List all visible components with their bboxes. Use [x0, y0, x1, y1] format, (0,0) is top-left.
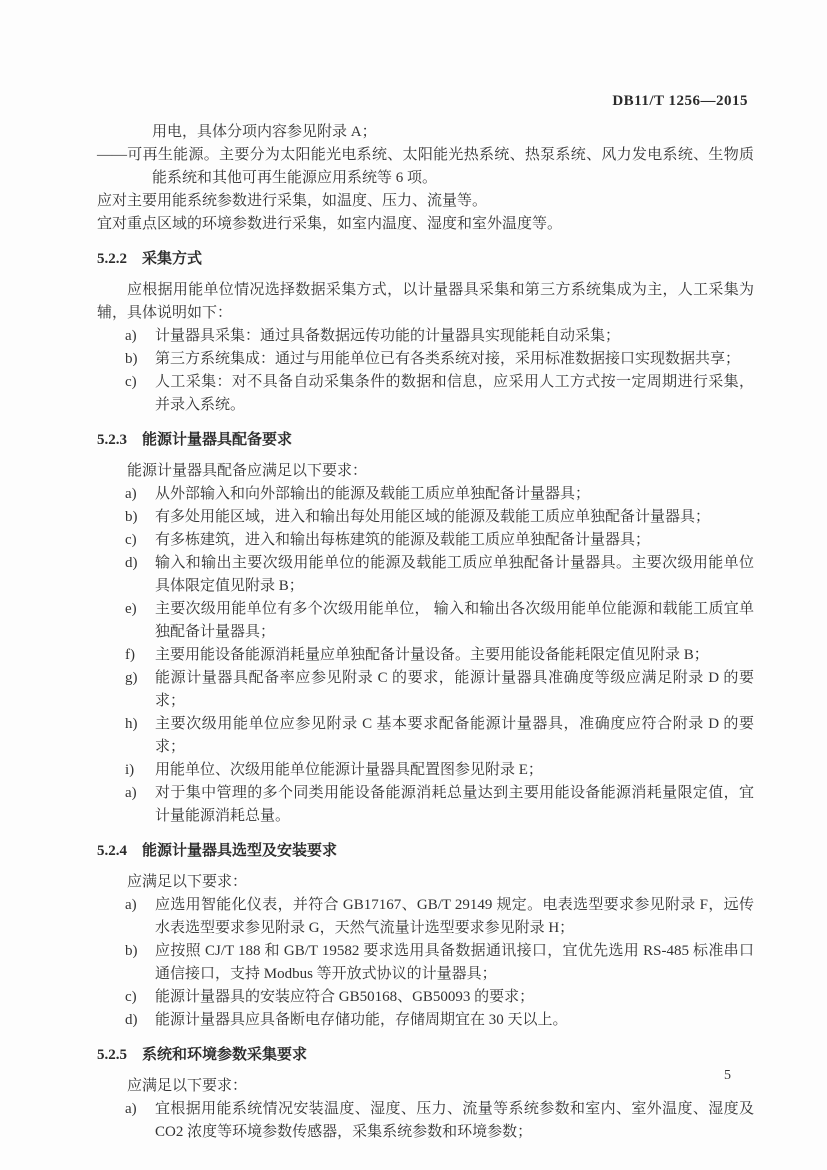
list-item-label: f)	[125, 647, 135, 663]
list-item-text: 应选用智能化仪表，并符合 GB17167、GB/T 29149 规定。电表选型要求参见附录 F，远传水表选型要求参见附录 G，天然气流量计选型要求参见附录 H；	[155, 897, 754, 936]
list-item	[97, 598, 754, 644]
list-item-text: 对于集中管理的多个同类用能设备能源消耗总量达到主要用能设备能源消耗量限定值，宜计量能源消耗总量。	[155, 785, 754, 824]
list-item-label: b)	[125, 943, 138, 959]
section-heading	[97, 1044, 754, 1067]
section-paragraph: 应满足以下要求：	[127, 874, 248, 890]
section-title: 系统和环境参数采集要求	[142, 1047, 308, 1063]
list-item	[97, 782, 754, 828]
list-item	[97, 483, 754, 506]
list-item	[97, 552, 754, 598]
section-paragraph: 应满足以下要求：	[127, 1078, 248, 1094]
list-item-text: 主要次级用能单位有多个次级用能单位， 输入和输出各次级用能单位能源和载能工质宜单独配备计量器具；	[155, 601, 754, 640]
list-item-text: 计量器具采集：通过具备数据远传功能的计量器具实现能耗自动采集；	[155, 328, 621, 344]
list-item	[97, 348, 754, 371]
list-item-label: i)	[125, 762, 135, 778]
list-item-text: 人工采集：对不具备自动采集条件的数据和信息，应采用人工方式按一定周期进行采集，并录入系统。	[155, 374, 754, 413]
list-item-label: a)	[125, 785, 137, 801]
section-heading	[97, 840, 754, 863]
list-item-label: a)	[125, 486, 137, 502]
list-item	[97, 529, 754, 552]
section-title: 能源计量器具选型及安装要求	[142, 843, 338, 859]
list-item	[97, 894, 754, 940]
document-section	[97, 429, 754, 828]
list-item-text: 能源计量器具配备率应参见附录 C 的要求，能源计量器具准确度等级应满足附录 D 的要求；	[155, 670, 754, 709]
document-standard-number: DB11/T 1256—2015	[612, 93, 748, 109]
list-item-label: h)	[125, 716, 138, 732]
section-number: 5.2.4	[97, 843, 127, 859]
section-heading	[97, 248, 754, 271]
section-title: 能源计量器具配备要求	[142, 432, 293, 448]
list-item-text: 应按照 CJ/T 188 和 GB/T 19582 要求选用具备数据通讯接口，宜优先选用 RS-485 标准串口通信接口，支持 Modbus 等开放式协议的计量器具；	[155, 943, 754, 982]
list-item-label: a)	[125, 1101, 137, 1117]
section-number: 5.2.2	[97, 251, 127, 267]
intro-line: 用电，具体分项内容参见附录 A；	[152, 124, 377, 140]
list-item-label: d)	[125, 555, 138, 571]
list-item-text: 用能单位、次级用能单位能源计量器具配置图参见附录 E；	[155, 762, 543, 778]
section-number: 5.2.3	[97, 432, 127, 448]
document-section	[97, 840, 754, 1032]
list-item	[97, 506, 754, 529]
list-item-text: 有多处用能区域，进入和输出每处用能区域的能源及载能工质应单独配备计量器具；	[155, 509, 711, 525]
list-item	[97, 1098, 754, 1144]
list-item	[97, 644, 754, 667]
document-section	[97, 1044, 754, 1144]
list-item	[97, 759, 754, 782]
list-item-label: e)	[125, 601, 137, 617]
list-item	[97, 371, 754, 417]
section-title: 采集方式	[142, 251, 203, 267]
list-item-text: 输入和输出主要次级用能单位的能源及载能工质应单独配备计量器具。主要次级用能单位具体限定值见附录 B；	[155, 555, 754, 594]
list-item	[97, 713, 754, 759]
list-item-label: a)	[125, 328, 137, 344]
list-item-text: 能源计量器具的安装应符合 GB50168、GB50093 的要求；	[155, 989, 535, 1005]
list-item-label: c)	[125, 989, 137, 1005]
list-item-text: 有多栋建筑，进入和输出每栋建筑的能源及载能工质应单独配备计量器具；	[155, 532, 651, 548]
section-number: 5.2.5	[97, 1047, 127, 1063]
document-section	[97, 248, 754, 417]
list-item-text: 宜根据用能系统情况安装温度、湿度、压力、流量等系统参数和室内、室外温度、湿度及 CO2 浓度等环境参数传感器，采集系统参数和环境参数；	[155, 1101, 754, 1140]
list-item	[97, 1009, 754, 1032]
list-item-text: 从外部输入和向外部输出的能源及载能工质应单独配备计量器具；	[155, 486, 591, 502]
section-paragraph: 应根据用能单位情况选择数据采集方式，以计量器具采集和第三方系统集成为主，人工采集为辅，具体说明如下：	[97, 282, 754, 321]
page-number: 5	[724, 1068, 731, 1083]
list-item-label: d)	[125, 1012, 138, 1028]
list-item	[97, 986, 754, 1009]
list-item-text: 第三方系统集成：通过与用能单位已有各类系统对接，采用标准数据接口实现数据共享；	[155, 351, 741, 367]
list-item	[97, 325, 754, 348]
list-item-label: b)	[125, 509, 138, 525]
intro-line: ——可再生能源。主要分为太阳能光电系统、太阳能光热系统、热泵系统、风力发电系统、生物质能系统和其他可再生能源应用系统等 6 项。	[97, 147, 754, 186]
section-heading	[97, 429, 754, 452]
list-item	[97, 940, 754, 986]
list-item-label: c)	[125, 374, 137, 390]
list-item-label: c)	[125, 532, 137, 548]
intro-line: 应对主要用能系统参数进行采集，如温度、压力、流量等。	[97, 193, 488, 209]
list-item	[97, 667, 754, 713]
list-item-text: 主要用能设备能源消耗量应单独配备计量设备。主要用能设备能耗限定值见附录 B；	[155, 647, 709, 663]
list-item-label: g)	[125, 670, 138, 686]
section-paragraph: 能源计量器具配备应满足以下要求：	[127, 463, 368, 479]
list-item-text: 主要次级用能单位应参见附录 C 基本要求配备能源计量器具，准确度应符合附录 D 的要求；	[155, 716, 754, 755]
list-item-label: b)	[125, 351, 138, 367]
intro-line: 宜对重点区域的环境参数进行采集，如室内温度、湿度和室外温度等。	[97, 216, 563, 232]
list-item-label: a)	[125, 897, 137, 913]
document-content	[97, 121, 754, 1144]
list-item-text: 能源计量器具应具备断电存储功能，存储周期宜在 30 天以上。	[155, 1012, 568, 1028]
